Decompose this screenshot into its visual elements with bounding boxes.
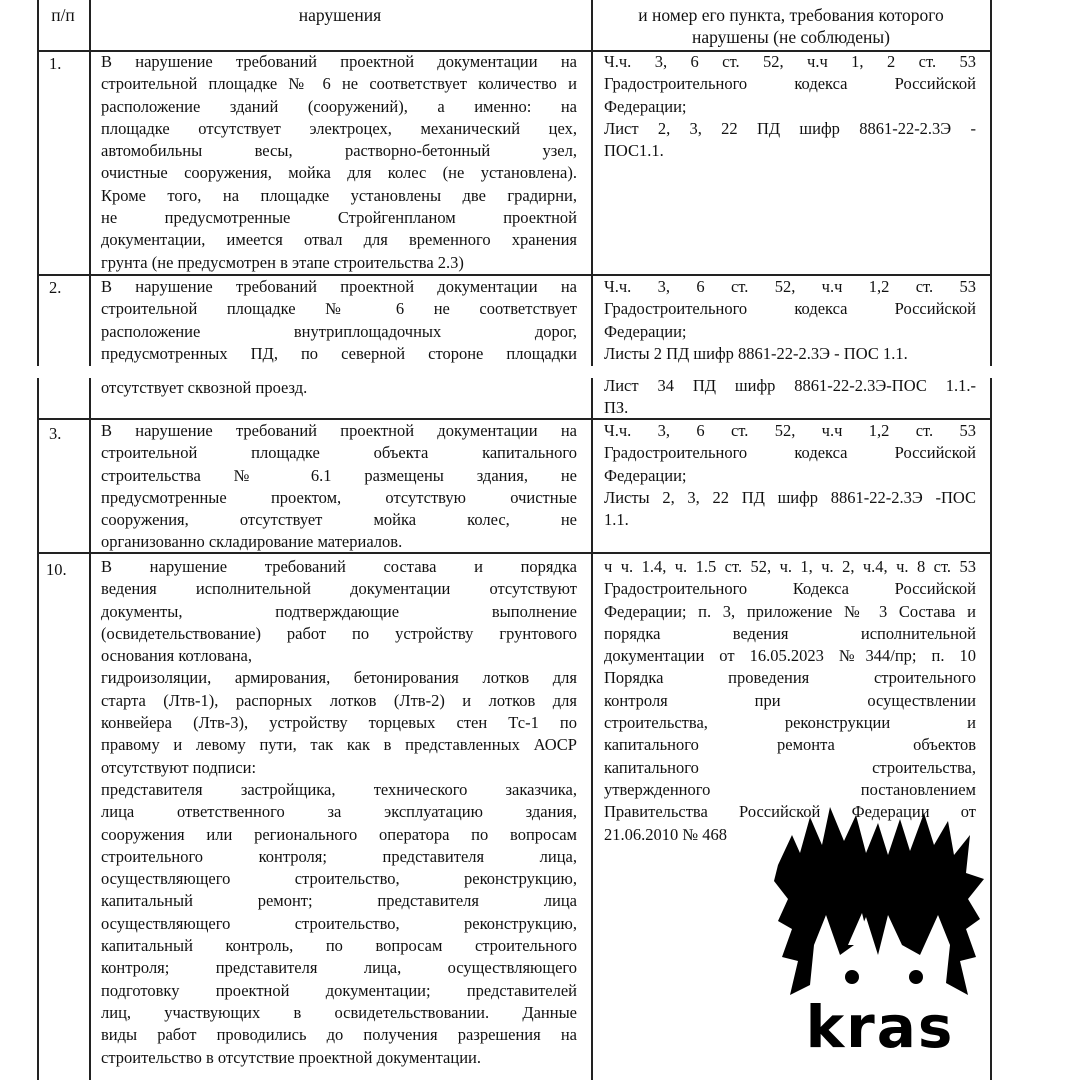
logo-hair-shape [774, 807, 984, 995]
row-number: 10. [46, 560, 67, 579]
violation-line: старта (Лтв-1), распорных лотков (Лтв-2) и лотков для [101, 690, 577, 710]
row-violation-text [101, 276, 577, 365]
logo-eye-right [909, 970, 923, 984]
header-col-num: п/п [51, 5, 75, 25]
norm-line: Градостроительного Кодекса Российской [604, 579, 976, 599]
violation-line: ведения исполнительной документации отсутствуют [101, 579, 577, 599]
header-col-norm-line: нарушены (не соблюдены) [691, 27, 890, 47]
norm-line: Ч.ч. 3, 6 ст. 52, ч.ч 1, 2 ст. 53 [604, 52, 976, 71]
violation-line: отсутствуют подписи: [101, 757, 257, 777]
violation-line: строительство в отсутствие проектной документации. [101, 1047, 481, 1067]
violation-line: документации, имеется отвал для временного хранения [101, 230, 577, 250]
table-col-divider-2-bottom [591, 378, 593, 1080]
row-norm-text [604, 276, 976, 365]
violation-line: строительной площадке № 6 не соответствует количество и [101, 74, 577, 94]
violation-line: подготовку проектной документации; представителей [101, 980, 577, 1000]
violation-line: капитальный контроль, по вопросам строительного [101, 936, 577, 956]
violation-line: расположение зданий (сооружений), а именно: на [101, 96, 577, 116]
violation-line: В нарушение требований проектной документации на [101, 421, 577, 440]
norm-line: Градостроительного кодекса Российской [604, 443, 976, 463]
norm-line: Федерации; [604, 321, 687, 341]
row-number: 1. [49, 54, 62, 73]
row-violation-text [101, 51, 577, 274]
violation-line: представителя застройщика, технического заказчика, [101, 779, 577, 799]
violation-line: основания котлована, [101, 646, 253, 666]
norm-line: Лист 34 ПД шифр 8861-22-2.3Э-ПОС 1.1.- [604, 376, 976, 395]
norm-line: 1.1. [604, 510, 629, 530]
header-col-norm-line: и номер его пункта, требования которого [638, 5, 944, 25]
norm-line: ПЗ. [604, 398, 629, 418]
violation-line: предусмотренных ПД, по северной стороне площадки [101, 343, 577, 363]
violation-line: лица ответственного за эксплуатацию здания, [101, 802, 577, 822]
violation-line: грунта (не предусмотрен в этапе строительства 2.3) [101, 252, 464, 272]
violation-line: документы, подтверждающие выполнение [101, 601, 577, 621]
row-norm-text [604, 420, 976, 531]
table-border-right-top [990, 0, 992, 366]
violation-line: виды работ проводились до получения разрешения на [101, 1025, 577, 1045]
violation-line: В нарушение требований состава и порядка [101, 557, 577, 576]
norm-line: 21.06.2010 № 468 [604, 824, 727, 844]
violation-line: осуществляющего строительство, реконструкцию, [101, 913, 577, 933]
violation-line: лиц, участвующих в освидетельствовании. Данные [101, 1002, 577, 1022]
table-col-divider-1-top [89, 0, 91, 366]
norm-line: утвержденного постановлением [604, 779, 976, 799]
row-norm-continuation [604, 375, 976, 420]
violation-line: строительного контроля; представителя лица, [101, 846, 577, 866]
violation-line: сооружения или регионального оператора по вопросам [101, 824, 577, 844]
table-border-left-bottom [37, 378, 39, 1080]
row-violation-continuation: отсутствует сквозной проезд. [101, 378, 308, 397]
violation-line: правому и левому пути, так как в представленных АОСР [101, 735, 577, 755]
violation-line: площадке отсутствует электроцех, механический цех, [101, 118, 577, 138]
norm-line: Ч.ч. 3, 6 ст. 52, ч.ч 1,2 ст. 53 [604, 277, 976, 296]
norm-line: документации от 16.05.2023 №344/пр; п. 10 [604, 646, 976, 666]
violation-line: строительной площадке объекта капитального [101, 443, 577, 463]
table-border-right-bottom [990, 378, 992, 1080]
row-number: 3. [49, 424, 62, 443]
norm-line: Федерации; п. 3, приложение № 3 Состава и [604, 601, 976, 621]
table-col-divider-1-bottom [89, 378, 91, 1080]
norm-line: Листы 2, 3, 22 ПД шифр 8861-22-2.3Э -ПОС [604, 487, 976, 507]
violation-line: В нарушение требований проектной документации на [101, 52, 577, 71]
violation-line: строительства № 6.1 размещены здания, не [101, 465, 577, 485]
violation-line: (освидетельствование) работ по устройству грунтового [101, 623, 577, 643]
violation-line: строительной площадке № 6 не соответствует [101, 299, 577, 319]
violation-line: очистные сооружения, мойка для колес (не установлена). [101, 163, 577, 183]
violation-line: сооружения, отсутствует мойка колес, не [101, 510, 577, 530]
row-violation-text [101, 420, 577, 554]
row-norm-text [604, 51, 976, 162]
violation-line: В нарушение требований проектной документации на [101, 277, 577, 296]
violation-line: конвейера (Лтв-3), устройству торцевых стен Тс-1 по [101, 713, 577, 733]
logo-graphic [770, 795, 990, 1065]
violation-line: расположение внутриплощадочных дорог, [101, 321, 577, 341]
norm-line: капитального ремонта объектов [604, 735, 976, 755]
norm-line: Листы 2 ПД шифр 8861-22-2.3Э - ПОС 1.1. [604, 343, 908, 363]
violation-line: организованно складирование материалов. [101, 532, 403, 552]
table-border-left-top [37, 0, 39, 366]
norm-line: Федерации; [604, 465, 687, 485]
violation-line: капитальный ремонт; представителя лица [101, 891, 577, 911]
norm-line: Градостроительного кодекса Российской [604, 74, 976, 94]
norm-line: Ч.ч. 3, 6 ст. 52, ч.ч 1,2 ст. 53 [604, 421, 976, 440]
header-col-violation: нарушения [298, 5, 382, 25]
norm-line: Правительства Российской Федерации от [604, 802, 976, 822]
norm-line: Лист 2, 3, 22 ПД шифр 8861-22-2.3Э - [604, 118, 976, 138]
norm-line: ч ч. 1.4, ч. 1.5 ст. 52, ч. 1, ч. 2, ч.4, ч. 8 ст. 53 [604, 557, 976, 576]
norm-line: Порядка проведения строительного [604, 668, 976, 688]
norm-line: Градостроительного кодекса Российской [604, 299, 976, 319]
norm-line: контроля при осуществлении [604, 690, 976, 710]
violation-line: предусмотренные проектом, отсутствую очистные [101, 487, 577, 507]
norm-line: ПОС1.1. [604, 141, 664, 161]
mash-logo-icon [770, 795, 990, 1065]
logo-eye-left [845, 970, 859, 984]
norm-line: Федерации; [604, 96, 687, 116]
norm-line: порядка ведения исполнительной [604, 623, 976, 643]
violation-line: автомобильны весы, растворно-бетонный узел, [101, 141, 577, 161]
row-number: 2. [49, 278, 62, 297]
header-col-norm [591, 4, 991, 48]
violation-line: осуществляющего строительство, реконструкцию, [101, 869, 577, 889]
violation-line: контроля; представителя лица, осуществляющего [101, 958, 577, 978]
norm-line: строительства, реконструкции и [604, 713, 976, 733]
norm-line: капитального строительства, [604, 757, 976, 777]
violation-line: не предусмотренные Стройгенпланом проектной [101, 208, 577, 228]
row-violation-text [101, 556, 577, 1069]
violation-line: Кроме того, на площадке установлены две градирни, [101, 185, 577, 205]
logo-text: kras [805, 993, 955, 1061]
violation-line: гидроизоляции, армирования, бетонирования лотков для [101, 668, 577, 688]
table-col-divider-2-top [591, 0, 593, 366]
